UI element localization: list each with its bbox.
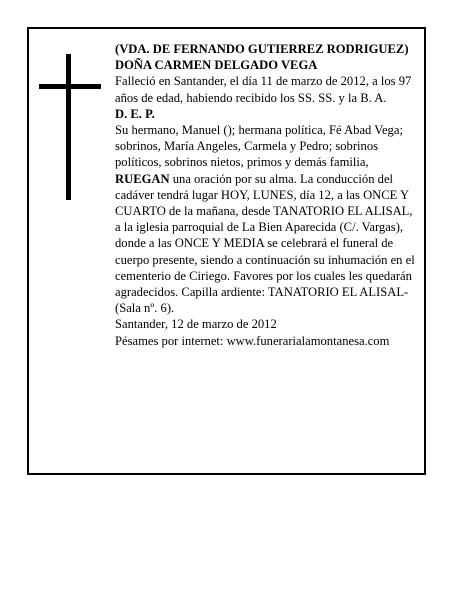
condolences-line: Pésames por internet: www.funerarialamontanesa.com — [115, 333, 390, 348]
death-statement: Falleció en Santander, el día 11 de marzo de 2012, a los 97 años de edad, habiendo recibido los SS. SS. y la B. A. — [115, 74, 412, 105]
dep-line: D. E. P. — [115, 106, 155, 121]
obituary-notice — [27, 27, 426, 475]
ceremony-paragraph — [115, 171, 421, 317]
deceased-name: DOÑA CARMEN DELGADO VEGA — [115, 58, 318, 73]
cross-vertical-bar — [66, 54, 71, 200]
notice-text — [115, 41, 421, 349]
ruegan-word: RUEGAN — [115, 171, 170, 186]
cross-horizontal-bar — [39, 84, 101, 89]
cross-icon — [39, 54, 101, 200]
place-date: Santander, 12 de marzo de 2012 — [115, 317, 277, 332]
ceremony-text: una oración por su alma. La conducción del cadáver tendrá lugar HOY, LUNES, día 12, a las ONCE Y CUARTO de la mañana, desde TANATORIO EL ALISAL, a la iglesia parroquial de La Bien Aparecida (C/. Vargas), donde a las ONCE Y MEDIA se celebrará el funeral de cuerpo presente, siendo a continuación su inhumación en el cementerio de Ciriego. Favores por los cuales les quedarán agradecidos. Capilla ardiente: TANATORIO EL ALISAL-(Sala nº. 6). — [115, 171, 415, 316]
relatives-paragraph: Su hermano, Manuel (); hermana política, Fé Abad Vega; sobrinos, María Angeles, Carmela y Pedro; sobrinos políticos, sobrinos nietos, primos y demás familia, — [115, 123, 403, 170]
widow-line: (VDA. DE FERNANDO GUTIERREZ RODRIGUEZ) — [115, 42, 409, 56]
